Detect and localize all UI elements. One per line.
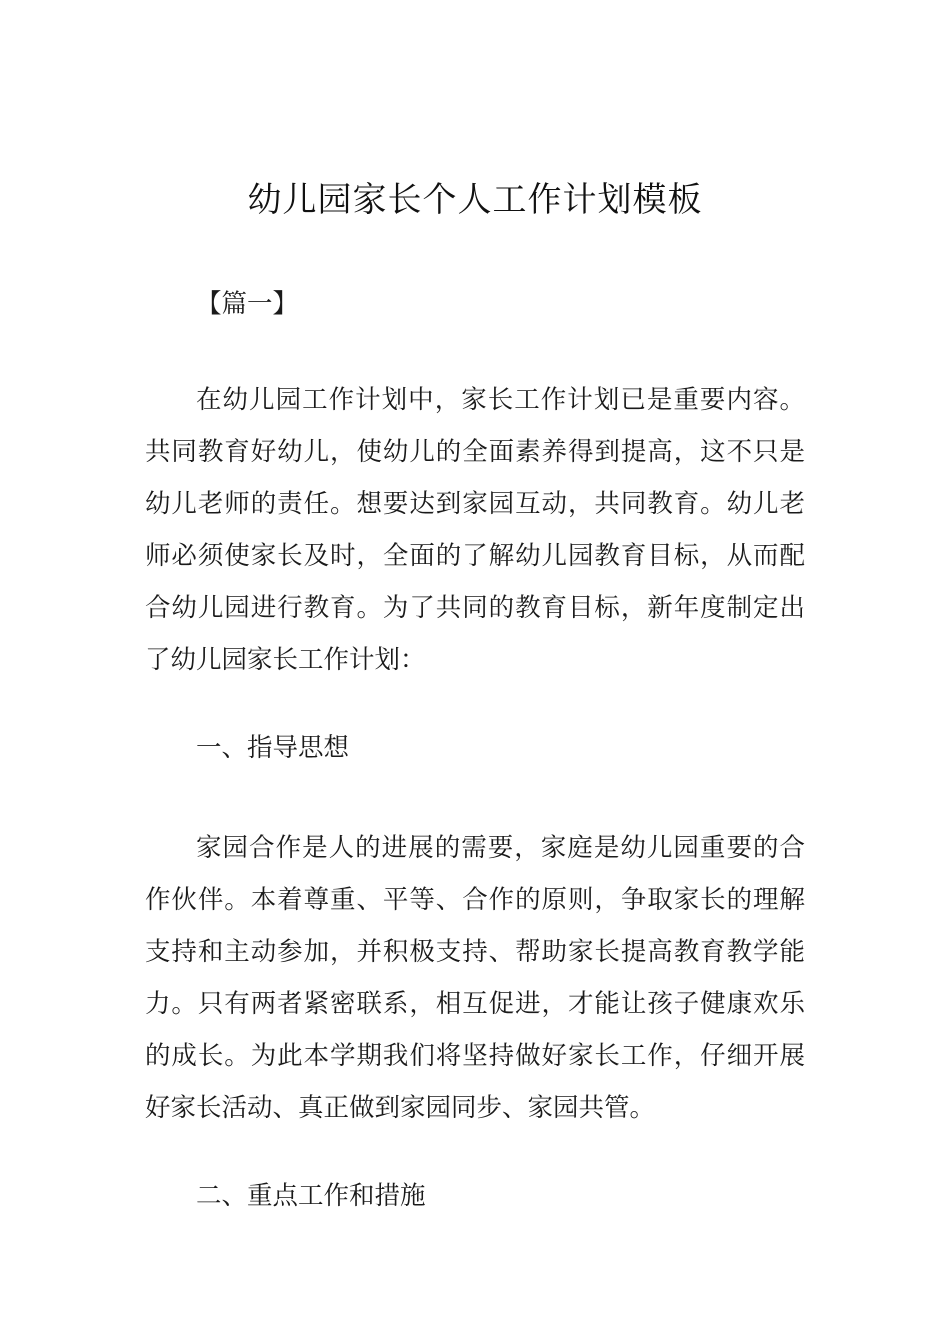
heading-2-block xyxy=(145,1170,805,1222)
heading-key-work: 二、重点工作和措施 xyxy=(196,1181,426,1211)
guiding-thought-paragraph: 家园合作是人的进展的需要，家庭是幼儿园重要的合作伙伴。本着尊重、平等、合作的原则，争取家长的理解支持和主动参加，并积极支持、帮助家长提高教育教学能力。只有两者紧密联系，相互促进，才能让孩子健康欢乐的成长。为此本学期我们将坚持做好家长工作，仔细开展好家长活动、真正做到家园同步、家园共管。 xyxy=(145,833,805,1123)
paragraph-1-block xyxy=(145,822,805,1134)
heading-1-block xyxy=(145,722,805,774)
document-title: 幼儿园家长个人工作计划模板 xyxy=(247,180,703,220)
section-label-block xyxy=(145,278,805,330)
intro-block xyxy=(145,374,805,686)
section-label: 【篇一】 xyxy=(196,289,299,319)
intro-paragraph: 在幼儿园工作计划中，家长工作计划已是重要内容。共同教育好幼儿，使幼儿的全面素养得到提高，这不只是幼儿老师的责任。想要达到家园互动，共同教育。幼儿老师必须使家长及时，全面的了解幼儿园教育目标，从而配合幼儿园进行教育。为了共同的教育目标，新年度制定出了幼儿园家长工作计划： xyxy=(145,385,805,675)
heading-guiding-thought: 一、指导思想 xyxy=(196,733,350,763)
